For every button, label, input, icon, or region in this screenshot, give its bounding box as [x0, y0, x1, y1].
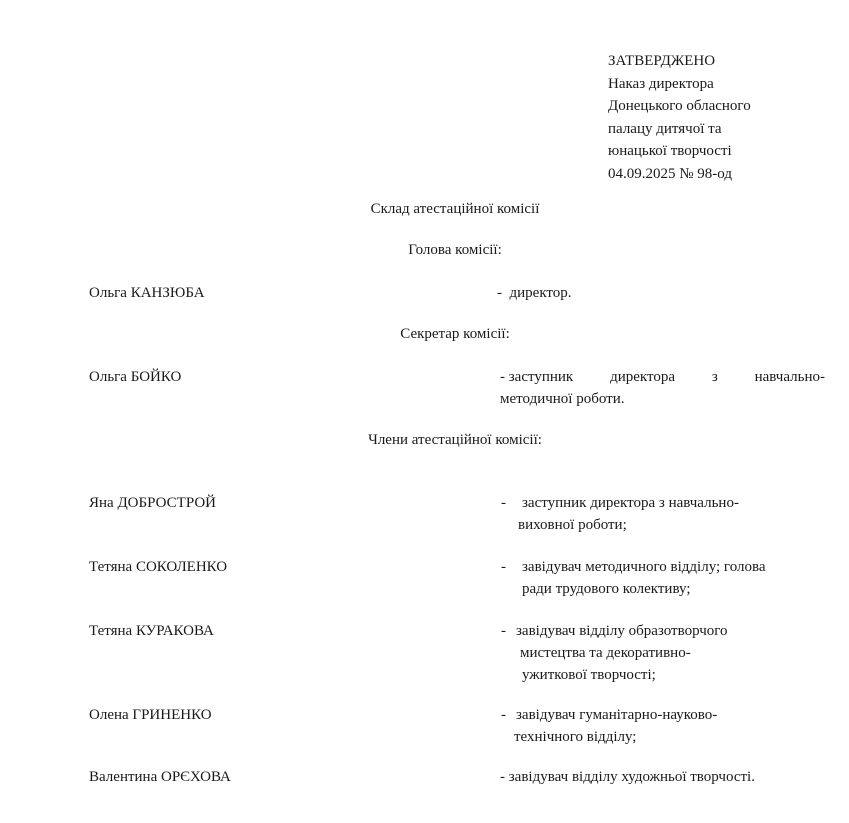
member-role-line: - завідувач відділу художньої творчості.	[500, 769, 755, 785]
member-role-line: завідувач методичного відділу; голова	[522, 559, 766, 575]
member-role-line: ради трудового колективу;	[522, 581, 691, 597]
secretary-role-word: директора	[610, 369, 675, 385]
secretary-role-block	[500, 366, 825, 410]
approval-date-number: 04.09.2025 № 98-од	[608, 165, 733, 182]
member-role	[516, 620, 728, 686]
chair-role-block	[497, 282, 572, 304]
document-title: Склад атестаційної комісії	[370, 201, 540, 217]
member-name: Тетяна СОКОЛЕНКО	[89, 559, 228, 575]
member-role-line: технічного відділу;	[514, 729, 637, 745]
secretary-role-word: навчально-	[754, 369, 825, 385]
member-name: Яна ДОБРОСТРОЙ	[89, 495, 217, 511]
member-role	[518, 492, 739, 536]
secretary-heading: Секретар комісії:	[400, 326, 510, 342]
chair-name: Ольга КАНЗЮБА	[89, 285, 205, 301]
approval-title: ЗАТВЕРДЖЕНО	[608, 53, 716, 69]
member-dash: -	[501, 623, 506, 639]
member-role-line: ужиткової творчості;	[522, 667, 656, 683]
approval-order: Наказ директора	[608, 75, 714, 92]
member-name: Тетяна КУРАКОВА	[89, 623, 214, 639]
approval-block	[608, 50, 751, 185]
secretary-role-line2: методичної роботи.	[500, 391, 625, 407]
member-role	[516, 704, 717, 748]
chair-role: директор.	[509, 285, 572, 301]
member-role	[522, 556, 766, 600]
secretary-name: Ольга БОЙКО	[89, 369, 182, 385]
member-name: Олена ГРИНЕНКО	[89, 707, 212, 723]
member-role-line: завідувач відділу образотворчого	[516, 623, 728, 639]
approval-org-line1: Донецького обласного	[608, 98, 751, 114]
chair-dash: -	[497, 285, 502, 301]
member-name: Валентина ОРЄХОВА	[89, 769, 231, 785]
member-role-line: заступник директора з навчально-	[522, 495, 739, 511]
member-dash: -	[501, 559, 506, 575]
member-role-line: виховної роботи;	[518, 517, 627, 533]
secretary-role-word: з	[711, 369, 718, 385]
approval-org-line2: палацу дитячої та	[608, 120, 722, 137]
members-heading: Члени атестаційної комісії:	[368, 432, 542, 448]
member-dash: -	[501, 495, 506, 511]
chair-heading: Голова комісії:	[408, 242, 502, 258]
secretary-role-line1	[500, 366, 825, 388]
secretary-role-word: - заступник	[500, 369, 574, 385]
member-role-line: мистецтва та декоративно-	[520, 645, 691, 661]
approval-org-line3: юнацької творчості	[608, 143, 732, 159]
member-role-line: завідувач гуманітарно-науково-	[516, 707, 718, 723]
member-dash: -	[501, 707, 506, 723]
